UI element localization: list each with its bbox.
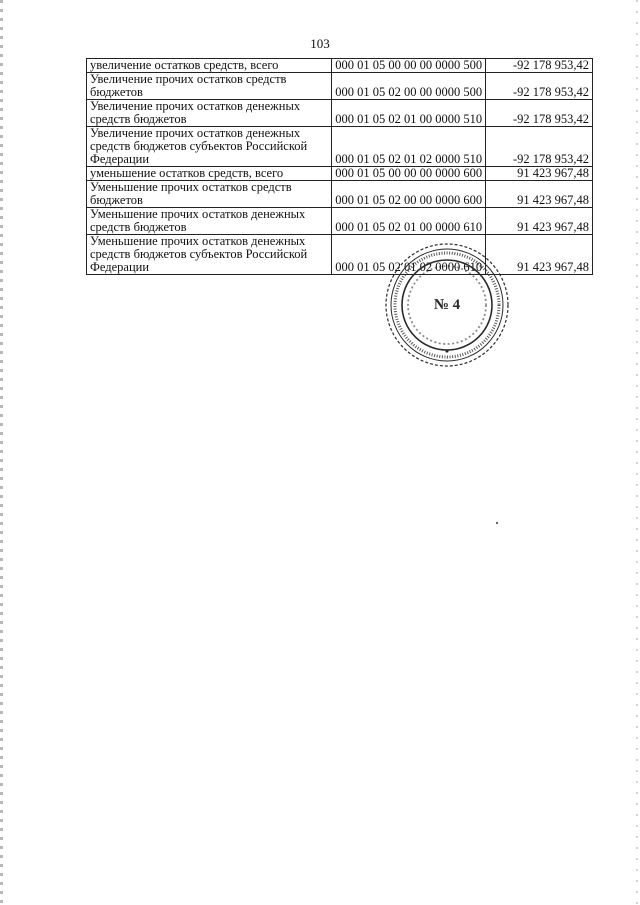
row-amount: 91 423 967,48 (486, 167, 593, 181)
stamp-dot (445, 349, 448, 352)
row-code: 000 01 05 02 00 00 0000 500 (332, 73, 486, 100)
table-row (87, 73, 593, 100)
row-code: 000 01 05 00 00 00 0000 500 (332, 59, 486, 73)
stamp-label: № 4 (433, 297, 461, 313)
row-amount: -92 178 953,42 (486, 59, 593, 73)
row-code: 000 01 05 02 01 00 0000 610 (332, 208, 486, 235)
row-name: Уменьшение прочих остатков денежных средств бюджетов субъектов Российской Федерации (87, 235, 332, 275)
row-name: Увеличение прочих остатков средств бюджетов (87, 73, 332, 100)
row-name: уменьшение остатков средств, всего (87, 167, 332, 181)
budget-sources-table (86, 58, 593, 275)
scan-speck (496, 522, 498, 524)
table-row (87, 59, 593, 73)
table-row (87, 208, 593, 235)
row-amount: 91 423 967,48 (486, 208, 593, 235)
row-code: 000 01 05 02 00 00 0000 600 (332, 181, 486, 208)
table-row (87, 127, 593, 167)
table-row (87, 167, 593, 181)
row-code: 000 01 05 02 01 00 0000 510 (332, 100, 486, 127)
row-code: 000 01 05 00 00 00 0000 600 (332, 167, 486, 181)
row-name: Увеличение прочих остатков денежных средств бюджетов (87, 100, 332, 127)
official-stamp (383, 241, 511, 369)
row-name: увеличение остатков средств, всего (87, 59, 332, 73)
row-name: Уменьшение прочих остатков денежных средств бюджетов (87, 208, 332, 235)
row-amount: 91 423 967,48 (486, 181, 593, 208)
scan-edge-left (0, 0, 3, 905)
row-name: Уменьшение прочих остатков средств бюджетов (87, 181, 332, 208)
table-row (87, 181, 593, 208)
row-amount: 91 423 967,48 (486, 235, 593, 275)
page-number: 103 (310, 36, 330, 51)
row-code: 000 01 05 02 01 02 0000 610 (332, 235, 486, 275)
row-amount: -92 178 953,42 (486, 127, 593, 167)
table-row (87, 100, 593, 127)
row-name: Увеличение прочих остатков денежных средств бюджетов субъектов Российской Федерации (87, 127, 332, 167)
row-amount: -92 178 953,42 (486, 73, 593, 100)
row-amount: -92 178 953,42 (486, 100, 593, 127)
table-row (87, 235, 593, 275)
scan-edge-right (636, 0, 638, 905)
row-code: 000 01 05 02 01 02 0000 510 (332, 127, 486, 167)
